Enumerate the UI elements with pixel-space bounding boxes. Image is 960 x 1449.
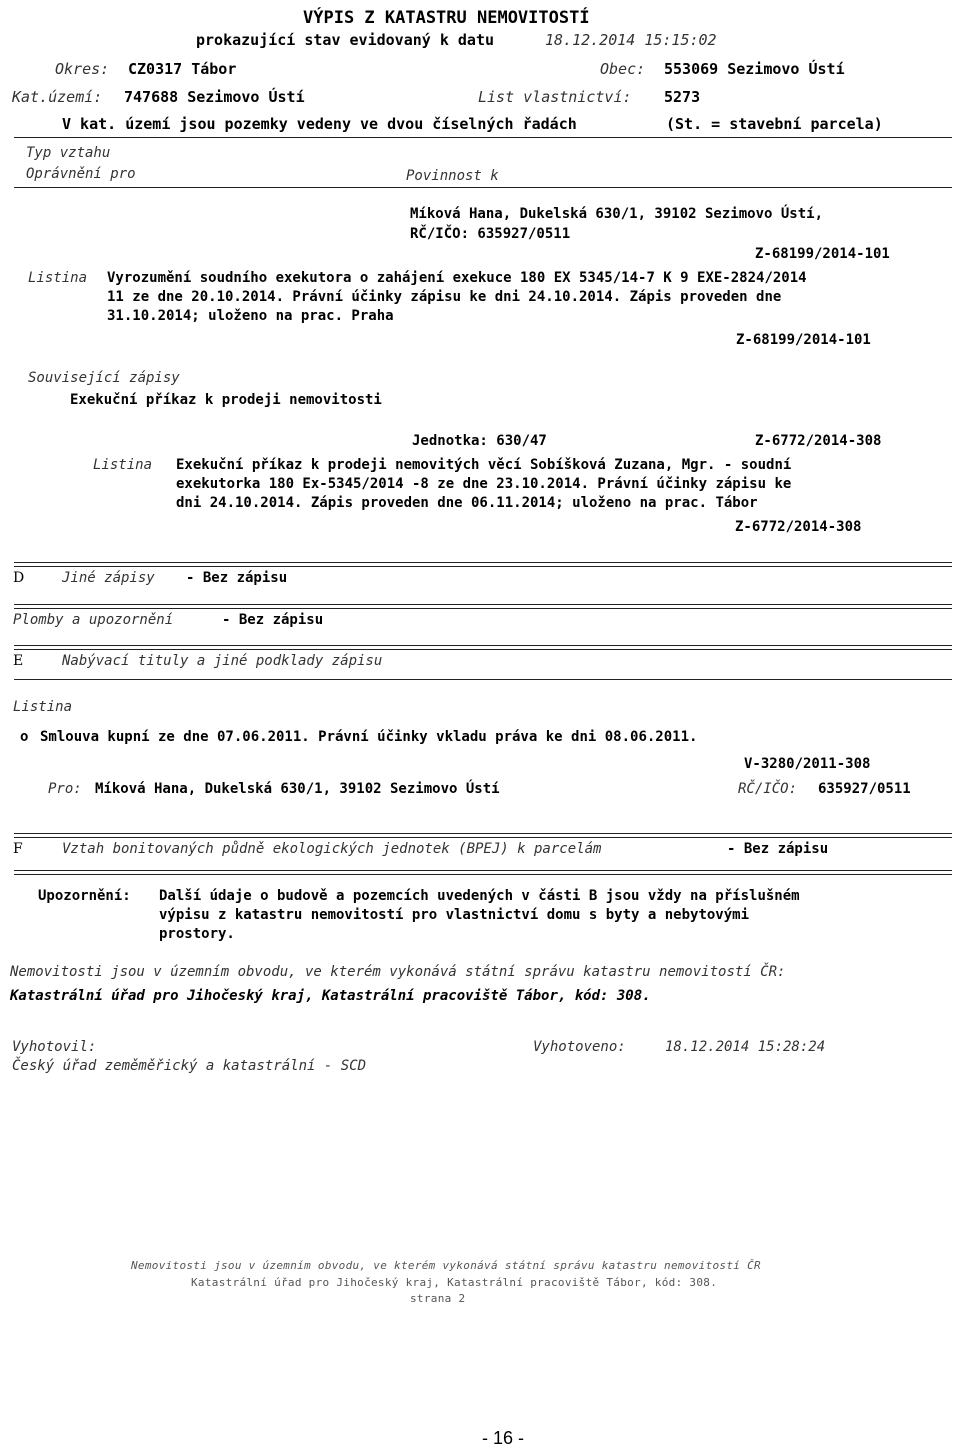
section-e-letter: E: [13, 653, 24, 669]
notice-label: Upozornění:: [38, 888, 131, 904]
document-title: VÝPIS Z KATASTRU NEMOVITOSTÍ: [303, 8, 590, 28]
katuzemi-label: Kat.území:: [12, 88, 103, 106]
divider: [14, 137, 952, 138]
section-divider: [14, 604, 952, 609]
section-divider: [14, 645, 952, 650]
katuzemi-note: V kat. území jsou pozemky vedeny ve dvou číselných řadách: [62, 115, 577, 133]
subtitle-date: 18.12.2014 15:15:02: [545, 31, 717, 49]
prepared-on-label: Vyhotoveno:: [533, 1039, 626, 1055]
listina-text-line: 11 ze dne 20.10.2014. Právní účinky zápisu ke dni 24.10.2014. Zápis proveden dne: [107, 289, 782, 305]
lv-value: 5273: [664, 88, 701, 106]
prepared-by-label: Vyhotovil:: [12, 1039, 97, 1055]
okres-value: CZ0317 Tábor: [128, 60, 237, 78]
page-number: - 16 -: [482, 1428, 525, 1448]
contract-text: Smlouva kupní ze dne 07.06.2011. Právní účinky vkladu práva ke dni 08.06.2011.: [40, 729, 698, 745]
column-typ-vztahu: Typ vztahu: [26, 145, 111, 161]
listina-text-line: Exekuční příkaz k prodeji nemovitých věcí Sobíšková Zuzana, Mgr. - soudní: [176, 457, 792, 473]
bullet: o: [20, 729, 29, 745]
section-f-value: - Bez zápisu: [727, 841, 829, 857]
obec-label: Obec:: [600, 60, 646, 78]
notice-line: Další údaje o budově a pozemcích uvedených v části B jsou vždy na příslušném: [159, 888, 800, 904]
section-divider: [14, 562, 952, 567]
okres-label: Okres:: [55, 60, 110, 78]
reference-number: Z-6772/2014-308: [735, 519, 862, 535]
related-entries-label: Související zápisy: [28, 370, 180, 386]
jednotka: Jednotka: 630/47: [412, 433, 547, 449]
section-f-letter: F: [13, 841, 23, 857]
plomby-value: - Bez zápisu: [222, 612, 324, 628]
obec-value: 553069 Sezimovo Ústí: [664, 60, 845, 78]
prepared-by-value: Český úřad zeměměřický a katastrální - SCD: [12, 1058, 367, 1074]
section-divider: [14, 870, 952, 875]
related-entry-title: Exekuční příkaz k prodeji nemovitosti: [70, 392, 382, 408]
lv-label: List vlastnictví:: [478, 88, 632, 106]
office-name: Katastrální úřad pro Jihočeský kraj, Katastrální pracoviště Tábor, kód: 308.: [10, 988, 651, 1004]
reference-number: V-3280/2011-308: [744, 756, 871, 772]
section-e-label: Nabývací tituly a jiné podklady zápisu: [62, 653, 383, 669]
section-f-label: Vztah bonitovaných půdně ekologických jednotek (BPEJ) k parcelám: [62, 841, 602, 857]
owner-line-1: Míková Hana, Dukelská 630/1, 39102 Sezimovo Ústí,: [410, 206, 824, 222]
pro-value: Míková Hana, Dukelská 630/1, 39102 Sezimovo Ústí: [95, 781, 500, 797]
reference-number: Z-6772/2014-308: [755, 433, 882, 449]
section-d-value: - Bez zápisu: [186, 570, 288, 586]
notice-line: prostory.: [159, 926, 235, 942]
pro-label: Pro:: [48, 781, 82, 797]
divider: [14, 679, 952, 680]
parcel-note: (St. = stavební parcela): [666, 115, 883, 133]
column-povinnost-k: Povinnost k: [406, 168, 499, 184]
section-d-label: Jiné zápisy: [62, 570, 155, 586]
listina-text-line: dni 24.10.2014. Zápis proveden dne 06.11.2014; uloženo na prac. Tábor: [176, 495, 758, 511]
listina-text-line: Vyrozumění soudního exekutora o zahájení exekuce 180 EX 5345/14-7 K 9 EXE-2824/2014: [107, 270, 807, 286]
katuzemi-value: 747688 Sezimovo Ústí: [124, 88, 305, 106]
listina-text-line: 31.10.2014; uloženo na prac. Praha: [107, 308, 394, 324]
reference-number: Z-68199/2014-101: [755, 246, 890, 262]
reference-number: Z-68199/2014-101: [736, 332, 871, 348]
listina-text-line: exekutorka 180 Ex-5345/2014 -8 ze dne 23.10.2014. Právní účinky zápisu ke: [176, 476, 792, 492]
listina-label: Listina: [93, 457, 153, 473]
footer-line: Katastrální úřad pro Jihočeský kraj, Katastrální pracoviště Tábor, kód: 308.: [191, 1276, 718, 1289]
listina-label: Listina: [28, 270, 88, 286]
rc-label: RČ/IČO:: [738, 781, 798, 797]
section-d-letter: D: [13, 570, 25, 586]
section-divider: [14, 833, 952, 838]
prepared-on-value: 18.12.2014 15:28:24: [665, 1039, 826, 1055]
rc-value: 635927/0511: [818, 781, 911, 797]
footer-page-label: strana 2: [410, 1292, 466, 1305]
notice-line: výpisu z katastru nemovitostí pro vlastnictví domu s byty a nebytovými: [159, 907, 750, 923]
column-opravneni-pro: Oprávnění pro: [26, 166, 136, 182]
listina-label: Listina: [13, 699, 73, 715]
divider: [14, 187, 952, 188]
subtitle-label: prokazující stav evidovaný k datu: [196, 31, 495, 49]
footer-line: Nemovitosti jsou v územním obvodu, ve kterém vykonává státní správu katastru nemovitostí ČR: [131, 1259, 761, 1272]
office-intro: Nemovitosti jsou v územním obvodu, ve kterém vykonává státní správu katastru nemovitostí ČR:: [10, 964, 786, 980]
owner-line-2: RČ/IČO: 635927/0511: [410, 226, 571, 242]
plomby-label: Plomby a upozornění: [13, 612, 174, 628]
